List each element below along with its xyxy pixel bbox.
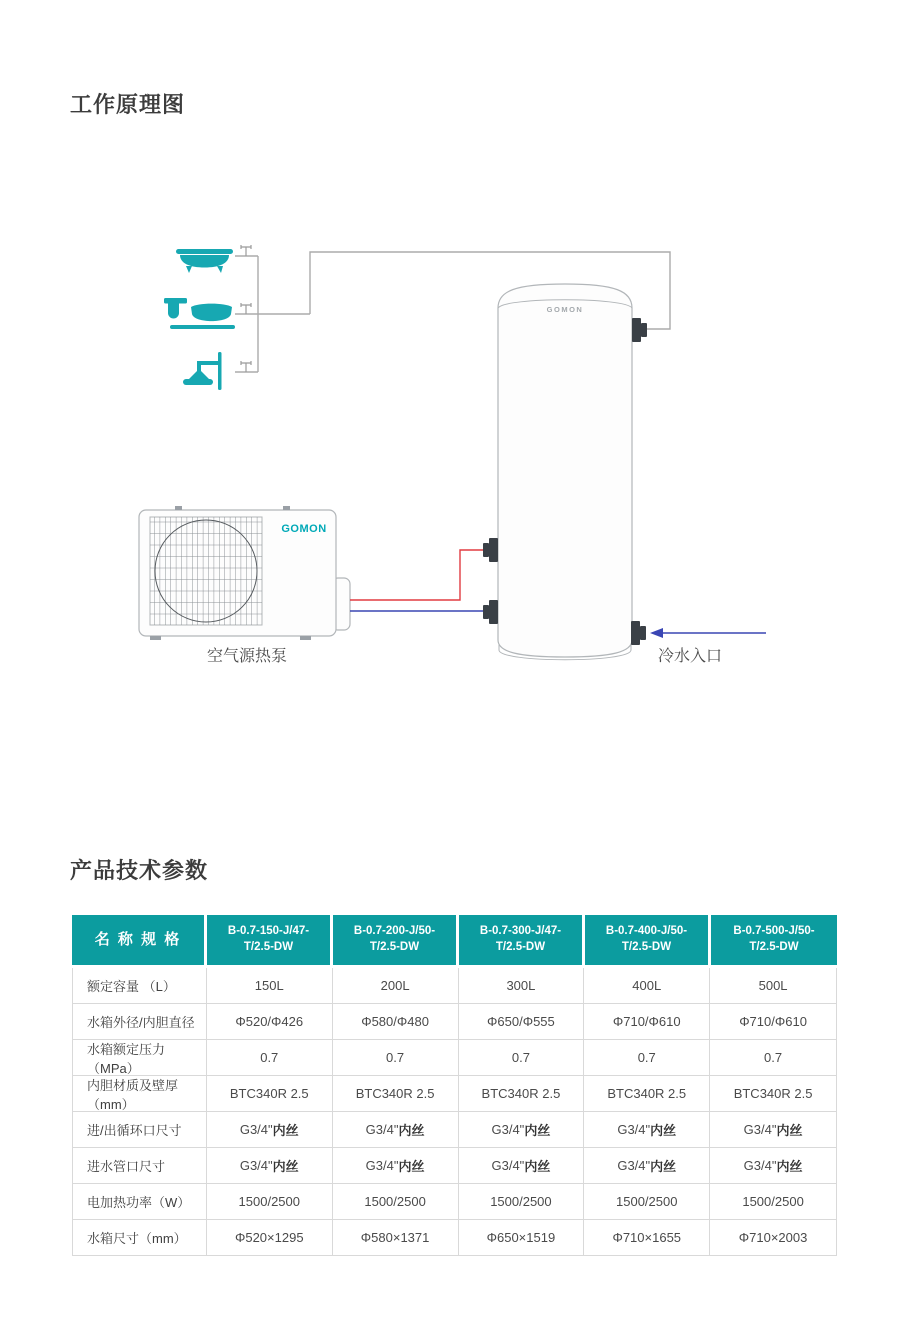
row-value: Φ710/Φ610 <box>739 1014 807 1029</box>
row-value: BTC340R 2.5 <box>207 1076 333 1111</box>
row-value: G3/4" 内丝 <box>333 1112 459 1147</box>
valve-icon <box>241 245 251 256</box>
heat-pump-label: 空气源热泵 <box>206 648 288 665</box>
row-label: 进水管口尺寸 <box>73 1148 207 1183</box>
row-value: 0.7 <box>333 1040 459 1075</box>
row-value: 0.7 <box>459 1040 585 1075</box>
row-value: 300L <box>459 968 585 1003</box>
row-value: G3/4" 内丝 <box>459 1148 585 1183</box>
tank-port-cold-in <box>631 621 646 645</box>
tank-brand-logo: GOMON <box>546 305 584 314</box>
table-row <box>73 1040 836 1076</box>
spec-table <box>72 915 837 1256</box>
row-value: G3/4" 内丝 <box>584 1112 710 1147</box>
cold-water-inlet-label: 冷水入口 <box>658 648 723 665</box>
valve-icon <box>241 361 251 372</box>
tank-port-return <box>483 600 498 624</box>
table-row <box>73 1220 836 1256</box>
table-row <box>73 1184 836 1220</box>
model-header-cell: B-0.7-400-J/50- T/2.5-DW <box>585 915 711 965</box>
row-value: 1500/2500 <box>584 1184 710 1219</box>
row-value: G3/4" 内丝 <box>333 1148 459 1183</box>
row-value: 0.7 <box>584 1040 710 1075</box>
row-value: 1500/2500 <box>459 1184 585 1219</box>
model-header-cell: B-0.7-300-J/47- T/2.5-DW <box>459 915 585 965</box>
shower-icon <box>183 352 222 390</box>
valve-icons <box>241 245 251 372</box>
tank-port-hot-in <box>483 538 498 562</box>
working-principle-title: 工作原理图 <box>70 92 186 117</box>
table-row <box>73 1112 836 1148</box>
cold-water-inlet-arrow <box>650 628 766 638</box>
row-value: Φ710/Φ610 <box>584 1004 710 1039</box>
table-header-row <box>72 915 837 965</box>
row-label: 额定容量 （L） <box>73 968 207 1003</box>
row-value: G3/4" 内丝 <box>743 1158 803 1174</box>
row-value: G3/4" 内丝 <box>207 1112 333 1147</box>
row-value: BTC340R 2.5 <box>459 1076 585 1111</box>
hot-pipe <box>350 550 483 600</box>
table-row <box>73 968 836 1004</box>
row-value: Φ710×1655 <box>584 1220 710 1255</box>
row-value: 150L <box>207 968 333 1003</box>
row-value: 0.7 <box>764 1050 783 1065</box>
model-header-cell: B-0.7-500-J/50- T/2.5-DW <box>711 915 837 965</box>
tank-body <box>498 284 632 657</box>
tech-params-title: 产品技术参数 <box>70 858 209 883</box>
row-value: Φ520×1295 <box>207 1220 333 1255</box>
header-name-spec: 名 称 规 格 <box>72 915 207 965</box>
row-label: 水箱尺寸（mm） <box>73 1220 207 1255</box>
valve-icon <box>241 303 251 314</box>
row-value: BTC340R 2.5 <box>733 1086 813 1101</box>
row-value: G3/4" 内丝 <box>207 1148 333 1183</box>
water-tank <box>483 284 647 660</box>
bathtub-icon <box>176 249 233 273</box>
model-header-cell: B-0.7-150-J/47- T/2.5-DW <box>207 915 333 965</box>
row-label: 水箱额定压力 （MPa） <box>73 1040 207 1075</box>
heat-pump-brand-logo: GOMON <box>281 523 327 535</box>
row-value: Φ650×1519 <box>459 1220 585 1255</box>
row-value: Φ710×2003 <box>738 1230 808 1245</box>
row-value: G3/4" 内丝 <box>743 1122 803 1138</box>
row-value: 0.7 <box>207 1040 333 1075</box>
row-value: Φ650/Φ555 <box>459 1004 585 1039</box>
table-row <box>73 1076 836 1112</box>
row-value: 1500/2500 <box>742 1194 804 1209</box>
tank-port-top-right <box>632 318 647 342</box>
row-value: 400L <box>584 968 710 1003</box>
row-value: Φ580×1371 <box>333 1220 459 1255</box>
row-value: BTC340R 2.5 <box>584 1076 710 1111</box>
row-value: 200L <box>333 968 459 1003</box>
row-value: G3/4" 内丝 <box>584 1148 710 1183</box>
row-label: 电加热功率（W） <box>73 1184 207 1219</box>
row-label: 水箱外径/内胆直径 <box>73 1004 207 1039</box>
row-label: 内胆材质及壁厚（mm） <box>73 1076 207 1111</box>
row-label: 进/出循环口尺寸 <box>73 1112 207 1147</box>
table-row <box>73 1148 836 1184</box>
row-value: G3/4" 内丝 <box>459 1112 585 1147</box>
row-value: BTC340R 2.5 <box>333 1076 459 1111</box>
row-value: Φ580/Φ480 <box>333 1004 459 1039</box>
model-header-cell: B-0.7-200-J/50- T/2.5-DW <box>333 915 459 965</box>
row-value: 500L <box>758 978 788 993</box>
table-row <box>73 1004 836 1040</box>
row-value: 1500/2500 <box>333 1184 459 1219</box>
row-value: 1500/2500 <box>207 1184 333 1219</box>
heat-pump-unit <box>139 506 350 640</box>
sink-icon <box>164 298 235 329</box>
row-value: Φ520/Φ426 <box>207 1004 333 1039</box>
table-body <box>72 968 837 1256</box>
